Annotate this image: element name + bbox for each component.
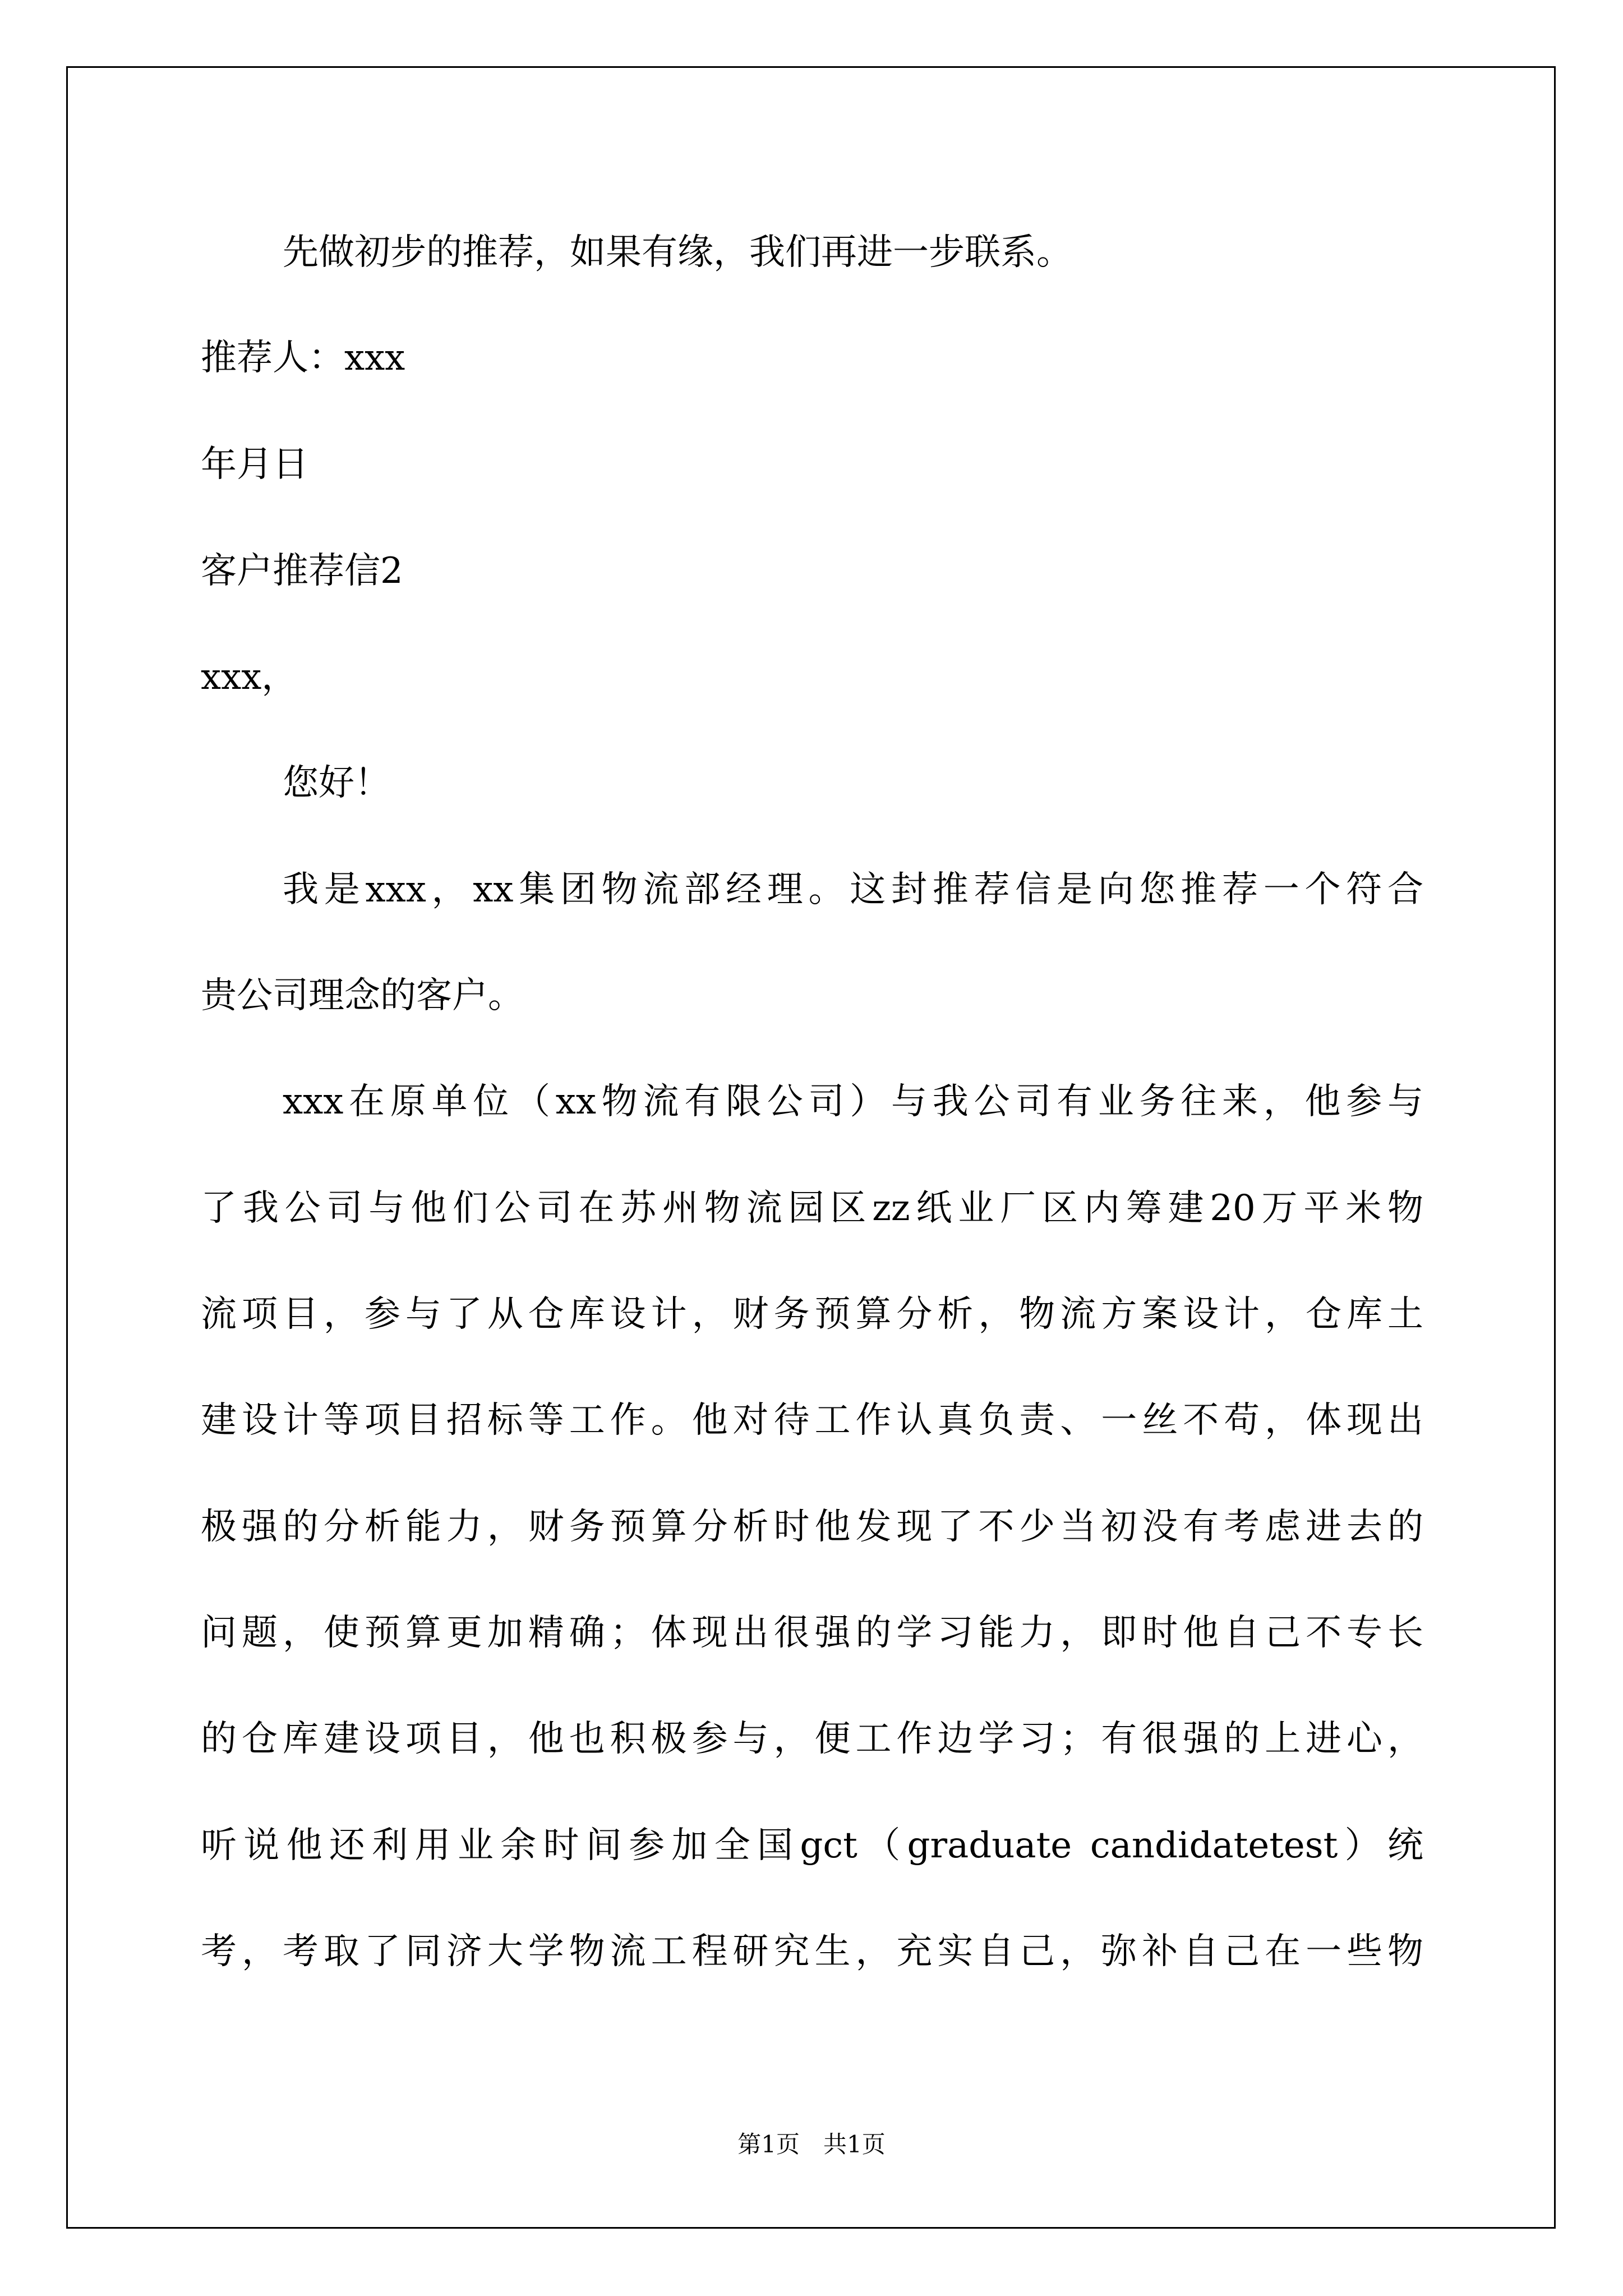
page-border	[66, 66, 1556, 2229]
paragraph-line: 贵公司理念的客户。	[201, 975, 524, 1016]
recommender-line: 推荐人：xxx	[201, 337, 405, 379]
paragraph-line: 考，考取了同济大学物流工程研究生，充实自己，弥补自己在一些物	[201, 1931, 1423, 1972]
salutation: xxx，	[201, 656, 298, 698]
paragraph-line: 的仓库建设项目，他也积极参与，便工作边学习；有很强的上进心，	[201, 1718, 1423, 1760]
paragraph-line: 我是xxx，xx集团物流部经理。这封推荐信是向您推荐一个符合	[283, 869, 1423, 910]
greeting: 您好！	[283, 762, 390, 804]
page-number: 第1页 共1页	[737, 2131, 886, 2158]
intro-line: 先做初步的推荐，如果有缘，我们再进一步联系。	[283, 232, 1072, 273]
letter-title: 客户推荐信2	[201, 550, 403, 592]
paragraph-line: 极强的分析能力，财务预算分析时他发现了不少当初没有考虑进去的	[201, 1506, 1423, 1548]
paragraph-line: 听说他还利用业余时间参加全国gct（graduate candidatetest）统	[201, 1825, 1423, 1866]
paragraph-line: 问题，使预算更加精确；体现出很强的学习能力，即时他自己不专长	[201, 1612, 1423, 1654]
paragraph-line: 流项目，参与了从仓库设计，财务预算分析，物流方案设计，仓库土	[201, 1294, 1423, 1335]
paragraph-line: 建设计等项目招标等工作。他对待工作认真负责、一丝不苟，体现出	[201, 1400, 1423, 1441]
date-line: 年月日	[201, 444, 308, 485]
paragraph-line: 了我公司与他们公司在苏州物流园区zz纸业厂区内筹建20万平米物	[201, 1188, 1423, 1229]
paragraph-line: xxx在原单位（xx物流有限公司）与我公司有业务往来，他参与	[283, 1081, 1423, 1122]
